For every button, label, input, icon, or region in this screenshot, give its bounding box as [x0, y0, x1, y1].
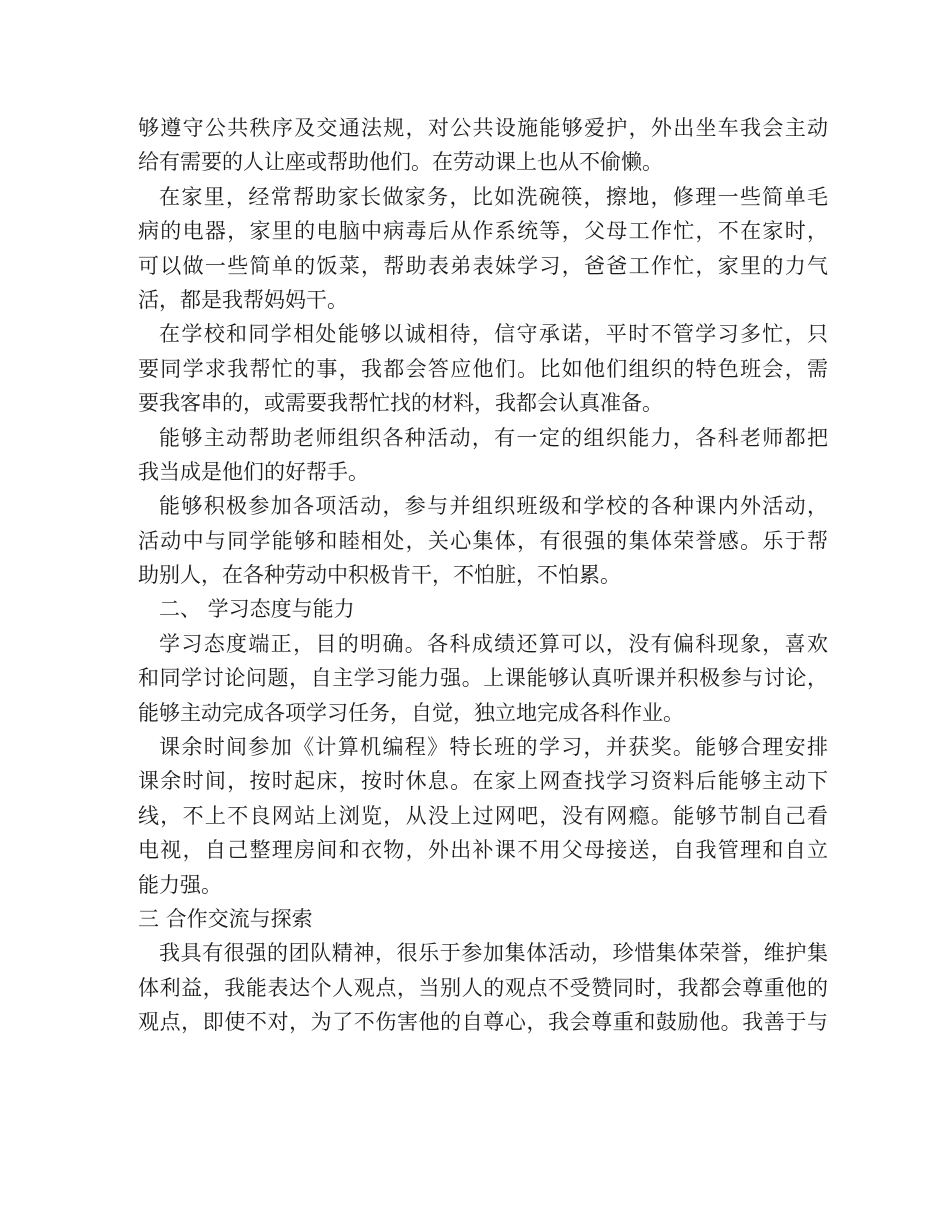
text-line: 够遵守公共秩序及交通法规，对公共设施能够爱护，外出坐车我会主动 [138, 116, 828, 140]
text-line: 课余时间，按时起床，按时休息。在家上网查找学习资料后能够主动下 [138, 769, 828, 794]
text-line: 能够主动完成各项学习任务，自觉，独立地完成各科作业。 [138, 700, 684, 725]
text-line: 观点，即使不对，为了不伤害他的自尊心，我会尊重和鼓励他。我善于与 [138, 1010, 828, 1035]
text-line: 在家里，经常帮助家长做家务，比如洗碗筷，擦地，修理一些简单毛 [159, 184, 828, 209]
document-body [138, 111, 828, 1040]
text-line: 课余时间参加《计算机编程》特长班的学习，并获奖。能够合理安排 [159, 735, 828, 760]
text-line: 活，都是我帮妈妈干。 [138, 287, 348, 312]
text-line: 活动中与同学能够和睦相处，关心集体，有很强的集体荣誉感。乐于帮 [138, 528, 828, 553]
text-line: 学习态度端正，目的明确。各科成绩还算可以，没有偏科现象，喜欢 [159, 631, 828, 656]
text-line: 我具有很强的团队精神，很乐于参加集体活动，珍惜集体荣誉，维护集 [159, 941, 828, 966]
text-line: 要我客串的，或需要我帮忙找的材料，我都会认真准备。 [138, 391, 663, 416]
text-line: 和同学讨论问题，自主学习能力强。上课能够认真听课并积极参与讨论， [138, 666, 828, 691]
text-line: 要同学求我帮忙的事，我都会答应他们。比如他们组织的特色班会，需 [138, 356, 828, 381]
text-line: 电视，自己整理房间和衣物，外出补课不用父母接送，自我管理和自立 [138, 838, 828, 863]
text-line: 能力强。 [138, 872, 222, 897]
text-line: 病的电器，家里的电脑中病毒后从作系统等，父母工作忙，不在家时， [138, 219, 828, 244]
text-line: 体利益，我能表达个人观点，当别人的观点不受赞同时，我都会尊重他的 [138, 975, 828, 1000]
text-line: 助别人，在各种劳动中积极肯干，不怕脏，不怕累。 [138, 563, 621, 588]
text-line: 能够积极参加各项活动，参与并组织班级和学校的各种课内外活动， [159, 494, 828, 519]
text-line: 我当成是他们的好帮手。 [138, 459, 369, 484]
section-heading: 二、 学习态度与能力 [159, 597, 355, 622]
section-heading: 三 合作交流与探索 [138, 906, 313, 931]
text-line: 给有需要的人让座或帮助他们。在劳动课上也从不偷懒。 [138, 150, 663, 175]
text-line: 能够主动帮助老师组织各种活动，有一定的组织能力，各科老师都把 [159, 425, 828, 450]
text-line: 线，不上不良网站上浏览，从没上过网吧，没有网瘾。能够节制自己看 [138, 803, 828, 828]
text-line: 在学校和同学相处能够以诚相待，信守承诺，平时不管学习多忙，只 [159, 322, 828, 347]
text-line: 可以做一些简单的饭菜，帮助表弟表妹学习，爸爸工作忙，家里的力气 [138, 253, 828, 278]
